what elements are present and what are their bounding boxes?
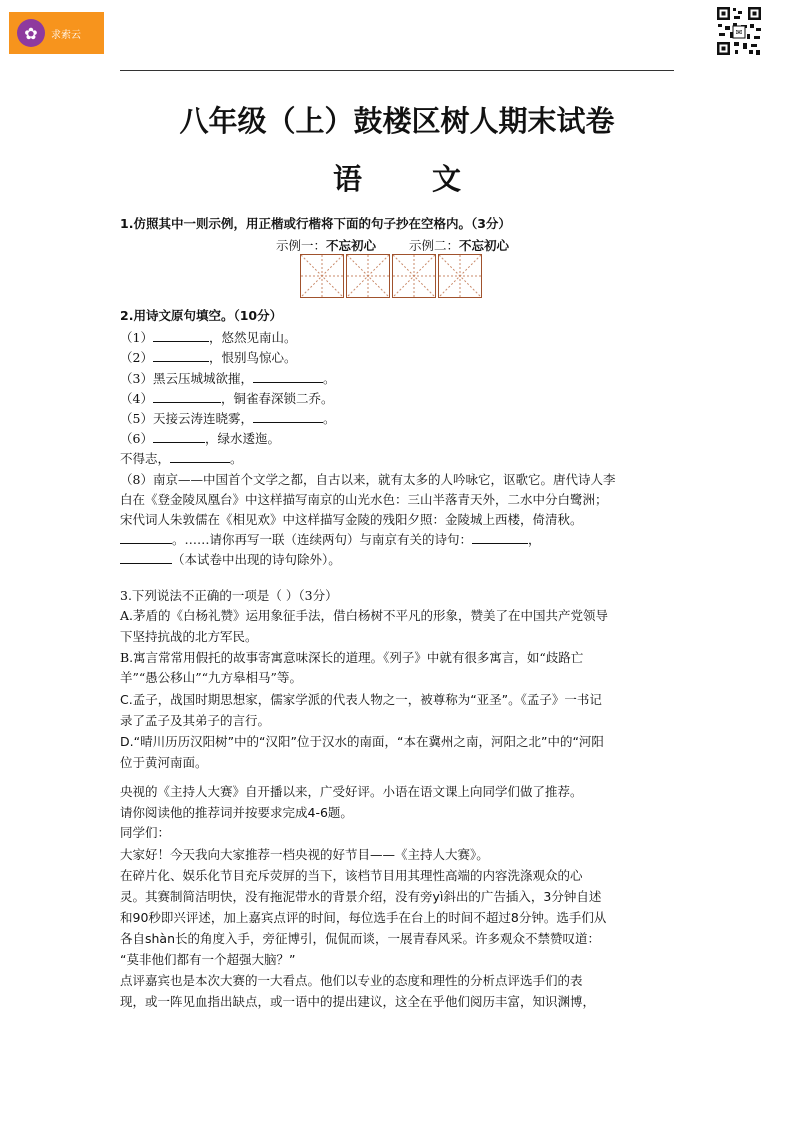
answer-blank[interactable]: [472, 532, 528, 544]
writing-cell[interactable]: [300, 254, 344, 298]
passage-line-11: 现，或一阵见血指出缺点，或一语中的提出建议，这全在乎他们阅历丰富，知识渊博，: [120, 994, 596, 1009]
passage-line-2: 请你阅读他的推荐词并按要求完成4-6题。: [120, 805, 353, 820]
q1-example-2: [409, 236, 509, 254]
writing-cell[interactable]: [346, 254, 390, 298]
item-number: （5）: [120, 411, 153, 426]
passage-line-5: 在碎片化、娱乐化节目充斥荧屏的当下，该档节目用其理性高端的内容洗涤观众的心: [120, 868, 583, 883]
passage-line-8: 各自shàn长的角度入手，旁征博引，侃侃而谈，一展青春风采。许多观众不禁赞叹道：: [120, 931, 601, 946]
answer-blank[interactable]: [170, 451, 230, 463]
svg-text:✉: ✉: [735, 28, 743, 37]
passage-line-6: 灵。其赛制简洁明快，没有拖泥带水的背景介绍，没有旁yì斜出的广告插入，3分钟自述: [120, 889, 602, 904]
q2-item-8-line-3: 宋代词人朱敦儒在《相见欢》中这样描写金陵的残阳夕照：金陵城上西楼，倚清秋。: [120, 512, 583, 527]
item-number: （4）: [120, 391, 153, 406]
brand-logo: [9, 12, 104, 54]
q2-item-8-line-1: （8）南京——中国首个文学之都，自古以来，就有太多的人吟咏它，讴歌它。唐代诗人李: [120, 472, 616, 487]
example-1-text: 不忘初心: [326, 238, 377, 253]
writing-cell[interactable]: [392, 254, 436, 298]
item-number: （3）: [120, 371, 153, 386]
q2-item-1: [120, 328, 296, 346]
passage-line-4: 大家好！今天我向大家推荐一档央视的好节目——《主持人大赛》。: [120, 847, 489, 862]
writing-cell[interactable]: [438, 254, 482, 298]
q3-option-b-cont: 羊”“愚公移山”“九方皋相马”等。: [120, 670, 302, 685]
item-text: 。: [322, 371, 336, 386]
q3-option-d-cont: 位于黄河南面。: [120, 755, 208, 770]
item-text: 天接云涛连晓雾，: [152, 411, 253, 426]
item-text: 不得志，: [120, 451, 171, 466]
q3-option-c: C.孟子，战国时期思想家，儒家学派的代表人物之一，被尊称为“亚圣”。《孟子》一书记: [120, 692, 602, 707]
item-number: （2）: [120, 350, 153, 365]
example-2-text: 不忘初心: [459, 238, 510, 253]
answer-blank[interactable]: [153, 431, 205, 443]
item-text: 。……请你再写一联（连续两句）与南京有关的诗句：: [172, 532, 473, 547]
q3-option-a-cont: 下坚持抗战的北方军民。: [120, 629, 258, 644]
answer-blank[interactable]: [153, 391, 221, 403]
answer-blank[interactable]: [253, 371, 323, 383]
q2-prompt: 2.用诗文原句填空。（10分）: [120, 308, 283, 323]
passage-line-9: “莫非他们都有一个超强大脑？”: [120, 952, 296, 967]
item-text: ，恨别鸟惊心。: [208, 350, 297, 365]
item-text: ，悠然见南山。: [208, 330, 297, 345]
item-number: （1）: [120, 330, 153, 345]
item-text: ，: [528, 532, 541, 547]
item-text: ，绿水逶迤。: [204, 431, 280, 446]
qr-code-icon: [716, 6, 762, 56]
q2-item-7: [120, 449, 243, 467]
q2-item-8-line-4: [120, 530, 541, 548]
example-1-label: 示例一：: [276, 238, 327, 253]
header-divider: [120, 70, 674, 71]
q2-item-6: [120, 429, 280, 447]
q2-item-5: [120, 409, 335, 427]
writing-grid: [300, 254, 482, 298]
q3-option-c-cont: 录了孟子及其弟子的言行。: [120, 713, 271, 728]
answer-blank[interactable]: [120, 552, 172, 564]
q2-item-4: [120, 389, 333, 407]
item-text: （本试卷中出现的诗句除外）。: [172, 552, 341, 567]
item-text: 。: [322, 411, 336, 426]
passage-line-1: 央视的《主持人大赛》自开播以来，广受好评。小语在语文课上向同学们做了推荐。: [120, 784, 583, 799]
q3-option-a: A.茅盾的《白杨礼赞》运用象征手法，借白杨树不平凡的形象，赞美了在中国共产党领导: [120, 608, 609, 623]
answer-blank[interactable]: [153, 330, 209, 342]
passage-line-7: 和90秒即兴评述，加上嘉宾点评的时间，每位选手在台上的时间不超过8分钟。选手们从: [120, 910, 607, 925]
answer-blank[interactable]: [120, 532, 172, 544]
q3-prompt: 3.下列说法不正确的一项是（ ）（3分）: [120, 588, 338, 603]
passage-line-3: 同学们：: [120, 825, 171, 840]
example-2-label: 示例二：: [409, 238, 460, 253]
logo-text: 求索云: [51, 29, 81, 41]
passage-line-10: 点评嘉宾也是本次大赛的一大看点。他们以专业的态度和理性的分析点评选手们的表: [120, 973, 583, 988]
q1-prompt: 1.仿照其中一则示例，用正楷或行楷将下面的句子抄在空格内。（3分）: [120, 216, 511, 231]
q1-example-1: [276, 236, 376, 254]
q2-item-2: [120, 348, 296, 366]
q2-item-8-line-5: [120, 550, 341, 568]
q2-item-3: [120, 369, 335, 387]
item-text: 。: [230, 451, 243, 466]
flower-icon: ✿: [17, 19, 45, 47]
exam-title: 八年级（上）鼓楼区树人期末试卷: [179, 104, 615, 138]
subject-title: 语 文: [332, 162, 492, 196]
q3-option-d: D.“晴川历历汉阳树”中的“汉阳”位于汉水的南面，“本在冀州之南，河阳之北”中的“河阳: [120, 734, 604, 749]
item-text: ，铜雀春深锁二乔。: [220, 391, 334, 406]
answer-blank[interactable]: [253, 411, 323, 423]
answer-blank[interactable]: [153, 350, 209, 362]
q2-item-8-line-2: 白在《登金陵凤凰台》中这样描写南京的山光水色：三山半落青天外，二水中分白鹭洲；: [120, 492, 608, 507]
item-text: 黑云压城城欲摧，: [152, 371, 253, 386]
q3-option-b: B.寓言常常用假托的故事寄寓意味深长的道理。《列子》中就有很多寓言，如“歧路亡: [120, 650, 584, 665]
item-number: （6）: [120, 431, 153, 446]
